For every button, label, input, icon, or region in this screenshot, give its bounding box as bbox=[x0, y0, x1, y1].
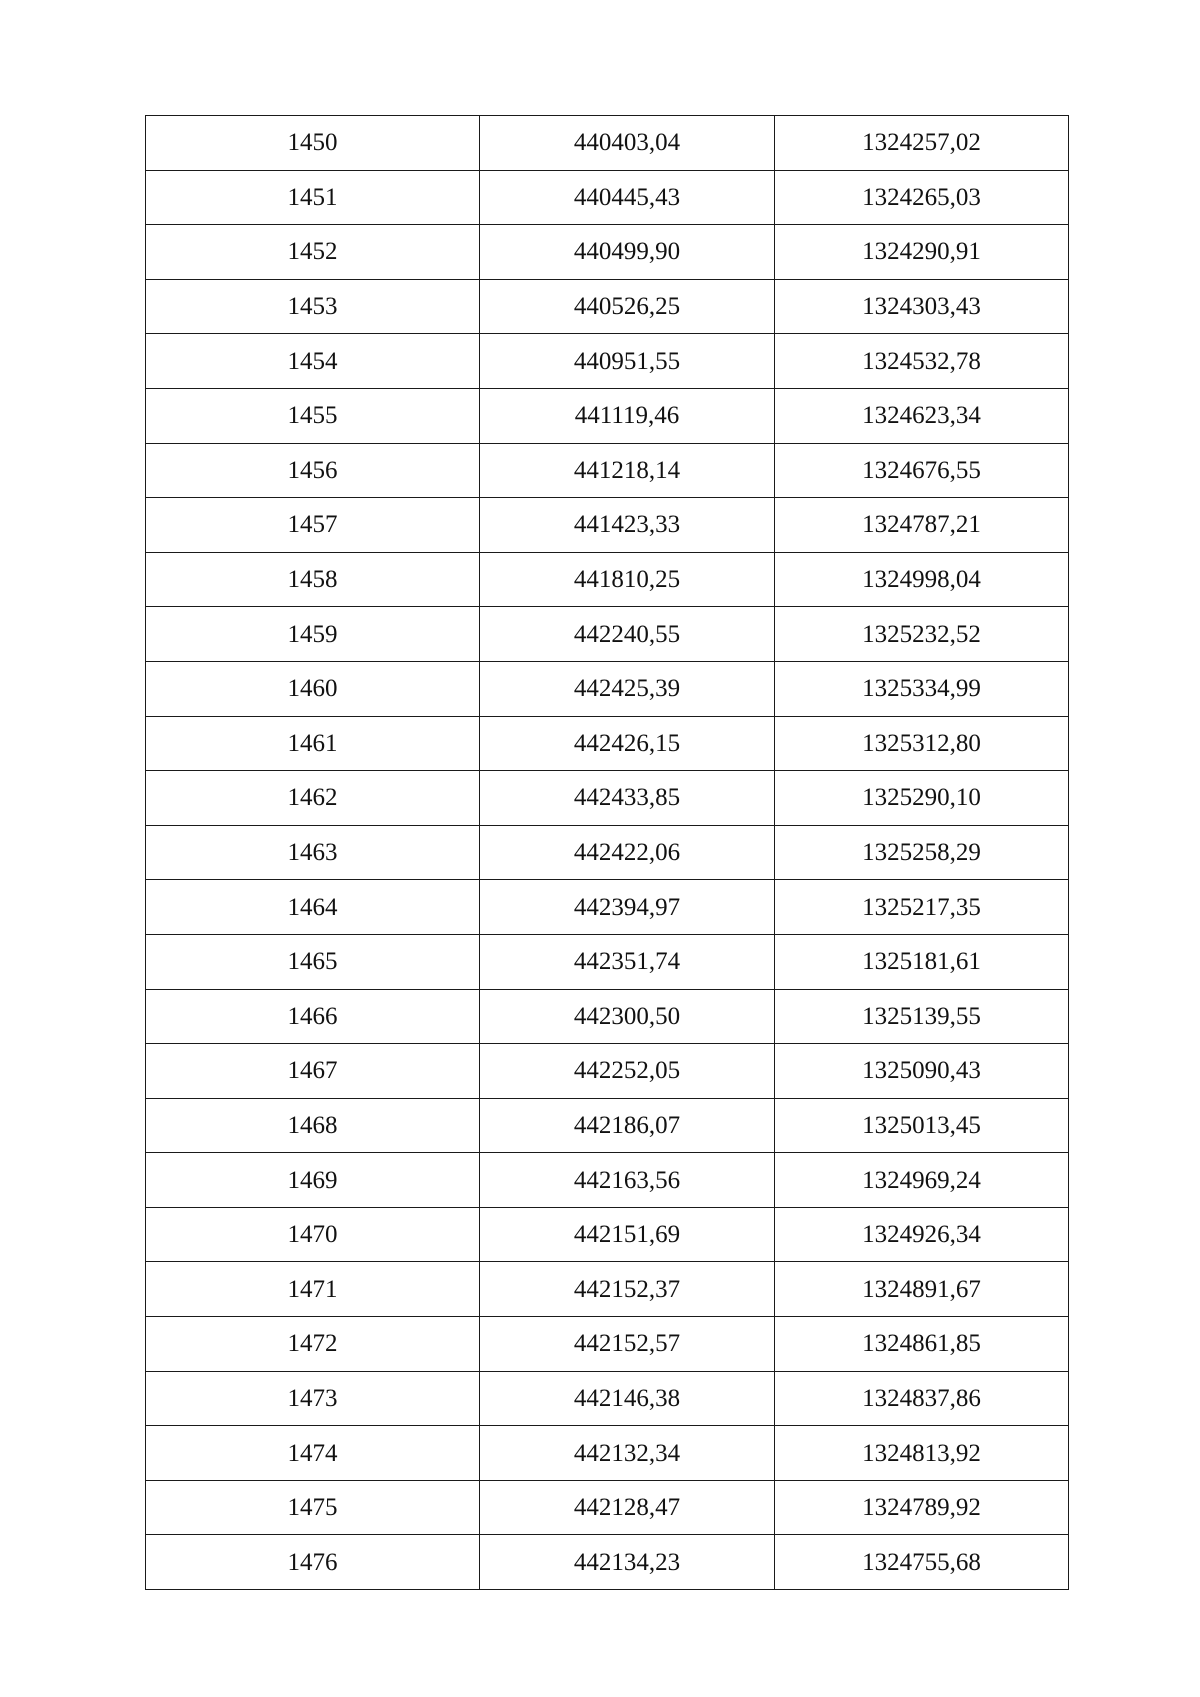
y-coordinate-cell: 1325139,55 bbox=[775, 989, 1069, 1044]
table-row bbox=[146, 825, 1069, 880]
point-number-cell: 1471 bbox=[146, 1262, 480, 1317]
table-row bbox=[146, 1153, 1069, 1208]
point-number-cell: 1456 bbox=[146, 443, 480, 498]
table-row bbox=[146, 1207, 1069, 1262]
table-row bbox=[146, 1098, 1069, 1153]
table-row bbox=[146, 1262, 1069, 1317]
table-row bbox=[146, 716, 1069, 771]
point-number-cell: 1459 bbox=[146, 607, 480, 662]
point-number-cell: 1467 bbox=[146, 1044, 480, 1099]
point-number-cell: 1466 bbox=[146, 989, 480, 1044]
y-coordinate-cell: 1324787,21 bbox=[775, 498, 1069, 553]
point-number-cell: 1464 bbox=[146, 880, 480, 935]
x-coordinate-cell: 441423,33 bbox=[480, 498, 775, 553]
x-coordinate-cell: 442426,15 bbox=[480, 716, 775, 771]
y-coordinate-cell: 1325334,99 bbox=[775, 661, 1069, 716]
point-number-cell: 1457 bbox=[146, 498, 480, 553]
y-coordinate-cell: 1324303,43 bbox=[775, 279, 1069, 334]
point-number-cell: 1462 bbox=[146, 771, 480, 826]
table-row bbox=[146, 989, 1069, 1044]
x-coordinate-cell: 440951,55 bbox=[480, 334, 775, 389]
x-coordinate-cell: 440499,90 bbox=[480, 225, 775, 280]
x-coordinate-cell: 442152,57 bbox=[480, 1317, 775, 1372]
y-coordinate-cell: 1324676,55 bbox=[775, 443, 1069, 498]
y-coordinate-cell: 1325290,10 bbox=[775, 771, 1069, 826]
y-coordinate-cell: 1324290,91 bbox=[775, 225, 1069, 280]
point-number-cell: 1454 bbox=[146, 334, 480, 389]
point-number-cell: 1458 bbox=[146, 552, 480, 607]
table-row bbox=[146, 1317, 1069, 1372]
x-coordinate-cell: 442433,85 bbox=[480, 771, 775, 826]
x-coordinate-cell: 442186,07 bbox=[480, 1098, 775, 1153]
table-row bbox=[146, 388, 1069, 443]
x-coordinate-cell: 440403,04 bbox=[480, 116, 775, 171]
x-coordinate-cell: 440445,43 bbox=[480, 170, 775, 225]
x-coordinate-cell: 442240,55 bbox=[480, 607, 775, 662]
x-coordinate-cell: 440526,25 bbox=[480, 279, 775, 334]
y-coordinate-cell: 1325258,29 bbox=[775, 825, 1069, 880]
point-number-cell: 1460 bbox=[146, 661, 480, 716]
point-number-cell: 1463 bbox=[146, 825, 480, 880]
x-coordinate-cell: 442163,56 bbox=[480, 1153, 775, 1208]
point-number-cell: 1473 bbox=[146, 1371, 480, 1426]
table-row bbox=[146, 607, 1069, 662]
x-coordinate-cell: 442151,69 bbox=[480, 1207, 775, 1262]
x-coordinate-cell: 442132,34 bbox=[480, 1426, 775, 1481]
y-coordinate-cell: 1324891,67 bbox=[775, 1262, 1069, 1317]
table-row bbox=[146, 225, 1069, 280]
point-number-cell: 1461 bbox=[146, 716, 480, 771]
x-coordinate-cell: 442422,06 bbox=[480, 825, 775, 880]
table-row bbox=[146, 661, 1069, 716]
table-row bbox=[146, 498, 1069, 553]
y-coordinate-cell: 1324257,02 bbox=[775, 116, 1069, 171]
y-coordinate-cell: 1325232,52 bbox=[775, 607, 1069, 662]
point-number-cell: 1468 bbox=[146, 1098, 480, 1153]
x-coordinate-cell: 442252,05 bbox=[480, 1044, 775, 1099]
x-coordinate-cell: 442128,47 bbox=[480, 1480, 775, 1535]
point-number-cell: 1455 bbox=[146, 388, 480, 443]
point-number-cell: 1452 bbox=[146, 225, 480, 280]
table-row bbox=[146, 116, 1069, 171]
x-coordinate-cell: 442134,23 bbox=[480, 1535, 775, 1590]
y-coordinate-cell: 1324265,03 bbox=[775, 170, 1069, 225]
y-coordinate-cell: 1324969,24 bbox=[775, 1153, 1069, 1208]
x-coordinate-cell: 442146,38 bbox=[480, 1371, 775, 1426]
table-row bbox=[146, 279, 1069, 334]
y-coordinate-cell: 1324861,85 bbox=[775, 1317, 1069, 1372]
table-row bbox=[146, 880, 1069, 935]
point-number-cell: 1453 bbox=[146, 279, 480, 334]
table-row bbox=[146, 1044, 1069, 1099]
x-coordinate-cell: 441218,14 bbox=[480, 443, 775, 498]
x-coordinate-cell: 442425,39 bbox=[480, 661, 775, 716]
x-coordinate-cell: 442152,37 bbox=[480, 1262, 775, 1317]
y-coordinate-cell: 1325312,80 bbox=[775, 716, 1069, 771]
table-row bbox=[146, 1535, 1069, 1590]
y-coordinate-cell: 1324998,04 bbox=[775, 552, 1069, 607]
x-coordinate-cell: 442351,74 bbox=[480, 934, 775, 989]
y-coordinate-cell: 1324532,78 bbox=[775, 334, 1069, 389]
x-coordinate-cell: 441810,25 bbox=[480, 552, 775, 607]
point-number-cell: 1472 bbox=[146, 1317, 480, 1372]
y-coordinate-cell: 1325013,45 bbox=[775, 1098, 1069, 1153]
coordinates-table bbox=[145, 115, 1069, 1590]
y-coordinate-cell: 1325217,35 bbox=[775, 880, 1069, 935]
x-coordinate-cell: 441119,46 bbox=[480, 388, 775, 443]
table-row bbox=[146, 443, 1069, 498]
x-coordinate-cell: 442394,97 bbox=[480, 880, 775, 935]
y-coordinate-cell: 1325181,61 bbox=[775, 934, 1069, 989]
y-coordinate-cell: 1324623,34 bbox=[775, 388, 1069, 443]
point-number-cell: 1475 bbox=[146, 1480, 480, 1535]
table-row bbox=[146, 1426, 1069, 1481]
point-number-cell: 1474 bbox=[146, 1426, 480, 1481]
y-coordinate-cell: 1325090,43 bbox=[775, 1044, 1069, 1099]
y-coordinate-cell: 1324789,92 bbox=[775, 1480, 1069, 1535]
table-row bbox=[146, 771, 1069, 826]
point-number-cell: 1465 bbox=[146, 934, 480, 989]
y-coordinate-cell: 1324926,34 bbox=[775, 1207, 1069, 1262]
x-coordinate-cell: 442300,50 bbox=[480, 989, 775, 1044]
point-number-cell: 1451 bbox=[146, 170, 480, 225]
point-number-cell: 1469 bbox=[146, 1153, 480, 1208]
y-coordinate-cell: 1324813,92 bbox=[775, 1426, 1069, 1481]
coordinates-table-body bbox=[146, 116, 1069, 1590]
y-coordinate-cell: 1324837,86 bbox=[775, 1371, 1069, 1426]
table-row bbox=[146, 552, 1069, 607]
table-row bbox=[146, 1480, 1069, 1535]
table-row bbox=[146, 334, 1069, 389]
point-number-cell: 1450 bbox=[146, 116, 480, 171]
table-row bbox=[146, 170, 1069, 225]
table-row bbox=[146, 934, 1069, 989]
point-number-cell: 1470 bbox=[146, 1207, 480, 1262]
y-coordinate-cell: 1324755,68 bbox=[775, 1535, 1069, 1590]
table-row bbox=[146, 1371, 1069, 1426]
point-number-cell: 1476 bbox=[146, 1535, 480, 1590]
